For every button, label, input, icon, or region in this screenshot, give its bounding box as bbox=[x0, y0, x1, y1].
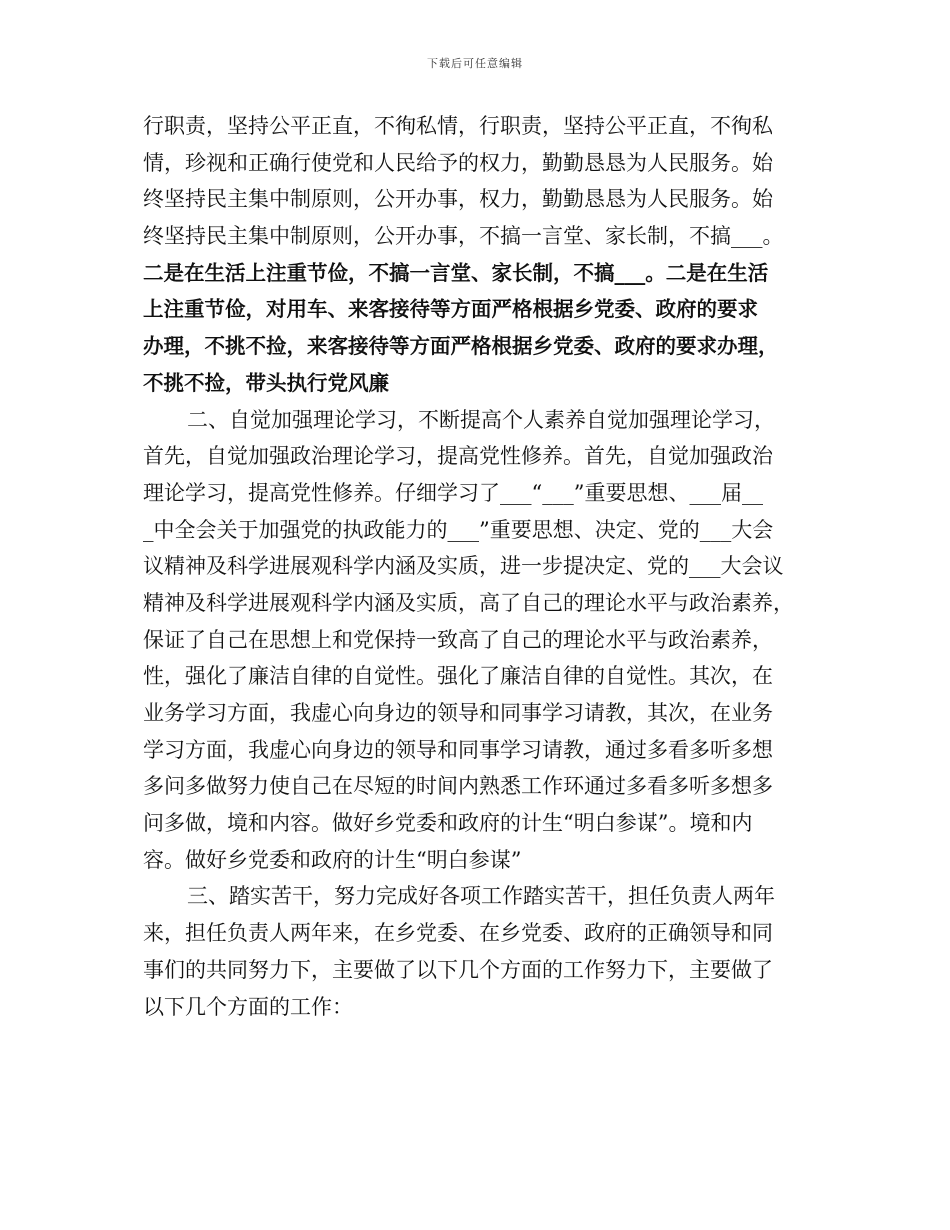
page-header: 下载后可任意编辑 bbox=[427, 57, 523, 70]
text-line: 业务学习方面，我虚心向身边的领导和同事学习请教，其次，在业务 bbox=[143, 701, 773, 725]
text-line: 以下几个方面的工作： bbox=[143, 994, 353, 1019]
text-line: 议精神及科学进展观科学内涵及实质，进一步提决定、党的___大会议 bbox=[143, 554, 784, 579]
text-line: 事们的共同努力下，主要做了以下几个方面的工作努力下，主要做了 bbox=[143, 957, 773, 982]
text-line: 性，强化了廉洁自律的自觉性。强化了廉洁自律的自觉性。其次，在 bbox=[143, 664, 773, 689]
text-line: 学习方面，我虚心向身边的领导和同事学习请教，通过多看多听多想 bbox=[143, 737, 773, 762]
bold-text-line: 上注重节俭，对用车、来客接待等方面严格根据乡党委、政府的要求 bbox=[143, 297, 758, 322]
text-line: 首先，自觉加强政治理论学习，提高党性修养。首先，自觉加强政治 bbox=[143, 444, 773, 469]
bold-text-line: 办理，不挑不捡，来客接待等方面严格根据乡党委、政府的要求办理， bbox=[143, 334, 779, 359]
text-line: 情，珍视和正确行使党和人民给予的权力，勤勤恳恳为人民服务。始 bbox=[143, 150, 773, 175]
text-line: 多问多做努力使自己在尽短的时间内熟悉工作环通过多看多听多想多 bbox=[143, 774, 773, 799]
text-line: _中全会关于加强党的执政能力的___”重要思想、决定、党的___大会 bbox=[143, 517, 774, 542]
text-line: 终坚持民主集中制原则，公开办事，权力，勤勤恳恳为人民服务。始 bbox=[143, 187, 773, 212]
text-line: 行职责，坚持公平正直，不徇私情，行职责，坚持公平正直，不徇私 bbox=[143, 114, 773, 138]
text-line: 来，担任负责人两年来，在乡党委、在乡党委、政府的正确领导和同 bbox=[143, 921, 773, 946]
bold-text-line: 不挑不捡，带头执行党风廉 bbox=[143, 370, 389, 395]
text-line: 理论学习，提高党性修养。仔细学习了___“___”重要思想、___届__ bbox=[143, 480, 763, 505]
text-line: 容。做好乡党委和政府的计生“明白参谋” bbox=[143, 847, 522, 872]
text-line: 保证了自己在思想上和党保持一致高了自己的理论水平与政治素养， bbox=[143, 627, 773, 652]
text-line: 精神及科学进展观科学内涵及实质，高了自己的理论水平与政治素养， bbox=[143, 590, 794, 615]
section-heading-line: 三、踏实苦干，努力完成好各项工作踏实苦干，担任负责人两年 bbox=[187, 884, 775, 909]
bold-text-line: 二是在生活上注重节俭，不搞一言堂、家长制，不搞___。二是在生活 bbox=[143, 260, 769, 285]
section-heading-line: 二、自觉加强理论学习，不断提高个人素养自觉加强理论学习， bbox=[187, 407, 775, 432]
document-body bbox=[143, 108, 813, 1025]
text-line: 问多做，境和内容。做好乡党委和政府的计生“明白参谋”。境和内 bbox=[143, 811, 753, 836]
text-line: 终坚持民主集中制原则，公开办事，不搞一言堂、家长制，不搞___。 bbox=[143, 224, 784, 249]
